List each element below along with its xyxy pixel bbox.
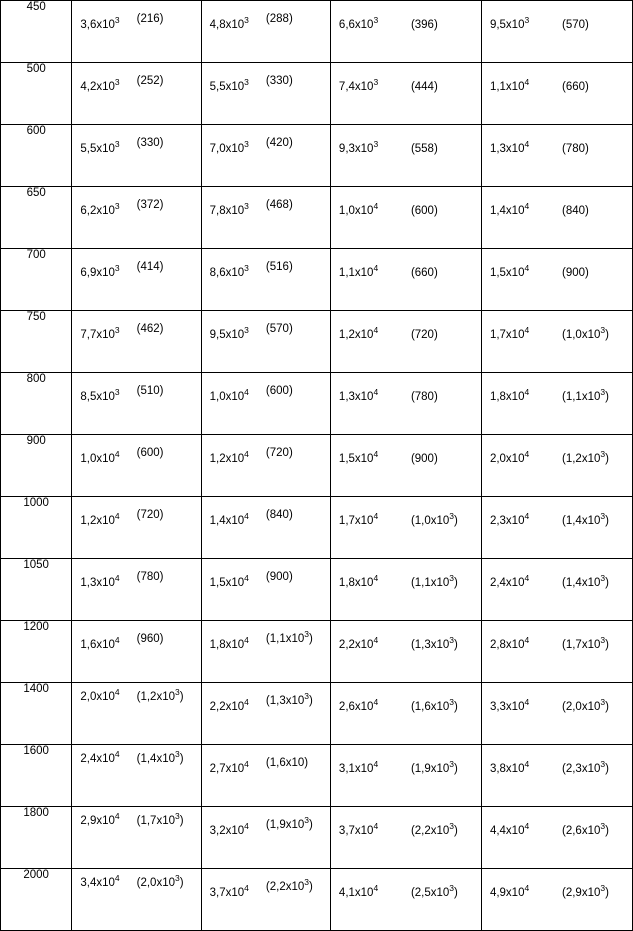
- data-cell: [481, 1, 632, 63]
- data-cell: [72, 683, 201, 745]
- data-cell: [201, 745, 330, 807]
- cell-paren-value: (252): [136, 75, 164, 87]
- cell-value-exponent: 4: [244, 573, 249, 584]
- cell-paren-exponent: 3: [600, 449, 606, 460]
- cell-paren-exponent: 3: [175, 873, 180, 884]
- cell-value: $6,2x10^3$: [80, 201, 120, 217]
- cell-value: $8,5x10^3$: [80, 387, 120, 403]
- cell-paren-value: (420): [265, 137, 293, 149]
- data-cell: [201, 311, 330, 373]
- cell-value-exponent: 4: [244, 883, 249, 894]
- cell-value: $1,2x10^4$: [209, 449, 249, 465]
- cell-value-exponent: 4: [524, 387, 530, 398]
- cell-value: $1,3x10^4$: [80, 573, 120, 589]
- cell-paren-exponent: 3: [600, 325, 606, 336]
- cell-value-exponent: 4: [244, 511, 249, 522]
- cell-value: $3,8x10^4$: [489, 759, 530, 775]
- cell-paren-value: $(1,0x10^3)$: [410, 511, 458, 527]
- cell-value-exponent: 4: [244, 635, 249, 646]
- cell-paren-exponent: 3: [600, 511, 606, 522]
- cell-value: $7,8x10^3$: [209, 201, 249, 217]
- cell-paren-value: (468): [265, 199, 293, 211]
- data-cell: [481, 497, 632, 559]
- cell-paren-exponent: 3: [449, 883, 455, 894]
- data-cell: [481, 559, 632, 621]
- data-cell: [481, 63, 632, 125]
- cell-value-exponent: 4: [244, 387, 249, 398]
- data-cell: [330, 125, 481, 187]
- data-cell: [330, 373, 481, 435]
- table-row: [1, 745, 633, 807]
- cell-value: $1,1x10^4$: [338, 263, 379, 279]
- cell-paren-value: (444): [410, 81, 438, 93]
- cell-value-exponent: 4: [524, 201, 530, 212]
- cell-paren-value: $(1,1x10^3)$: [410, 573, 458, 589]
- cell-value: $9,5x10^3$: [209, 325, 249, 341]
- table-row: [1, 559, 633, 621]
- cell-paren-value: (900): [562, 267, 589, 279]
- cell-paren-value: $(1,7x10^3)$: [136, 811, 184, 827]
- cell-value-exponent: 4: [114, 635, 120, 646]
- cell-paren-value: (840): [562, 205, 589, 217]
- cell-value: $3,6x10^3$: [80, 15, 120, 31]
- row-key-cell: 500: [1, 63, 72, 125]
- cell-paren-value: (462): [136, 323, 164, 335]
- data-cell: [481, 373, 632, 435]
- table-row: [1, 373, 633, 435]
- cell-paren-value: (570): [265, 323, 293, 335]
- cell-value-exponent: 4: [373, 821, 379, 832]
- cell-paren-exponent: 3: [600, 573, 606, 584]
- data-cell: [201, 1, 330, 63]
- data-cell: [201, 187, 330, 249]
- cell-paren-value: (600): [410, 205, 438, 217]
- data-cell: [330, 745, 481, 807]
- cell-paren-value: (720): [136, 509, 164, 521]
- cell-value-exponent: 3: [114, 263, 120, 274]
- cell-value: $4,1x10^4$: [338, 883, 379, 899]
- table-row: [1, 621, 633, 683]
- row-key-cell: 1800: [1, 807, 72, 869]
- cell-value: $4,9x10^4$: [489, 883, 530, 899]
- cell-paren-exponent: 3: [600, 635, 606, 646]
- cell-paren-value: (330): [136, 137, 164, 149]
- data-cell: [72, 869, 201, 931]
- table-row: [1, 187, 633, 249]
- cell-value-exponent: 3: [114, 387, 120, 398]
- row-key-cell: 450: [1, 1, 72, 63]
- cell-paren-value: $(1,1x10^3)$: [265, 629, 313, 645]
- cell-paren-exponent: 3: [175, 687, 180, 698]
- cell-value: $1,0x10^4$: [338, 201, 379, 217]
- cell-paren-exponent: 3: [449, 511, 455, 522]
- cell-value-exponent: 4: [244, 449, 249, 460]
- cell-paren-value: (840): [265, 509, 293, 521]
- cell-value-exponent: 4: [114, 449, 120, 460]
- data-cell: [201, 497, 330, 559]
- cell-paren-value: (780): [410, 391, 438, 403]
- cell-value: $2,6x10^4$: [338, 697, 379, 713]
- cell-value-exponent: 4: [373, 201, 379, 212]
- data-cell: [72, 1, 201, 63]
- cell-value: $2,2x10^4$: [209, 697, 249, 713]
- data-cell: [330, 1, 481, 63]
- cell-value: $1,0x10^4$: [209, 387, 249, 403]
- cell-value: $1,8x10^4$: [489, 387, 530, 403]
- cell-paren-value: (660): [562, 81, 589, 93]
- cell-value-exponent: 4: [524, 697, 530, 708]
- cell-value-exponent: 4: [114, 873, 120, 884]
- cell-paren-value: (516): [265, 261, 293, 273]
- cell-value: $1,3x10^4$: [338, 387, 379, 403]
- cell-paren-value: $(2,5x10^3)$: [410, 883, 458, 899]
- data-cell: [481, 311, 632, 373]
- cell-paren-value: $(1,1x10^3)$: [562, 387, 609, 403]
- cell-value-exponent: 4: [524, 883, 530, 894]
- data-cell: [481, 187, 632, 249]
- cell-value-exponent: 4: [524, 77, 530, 88]
- cell-paren-exponent: 3: [600, 387, 606, 398]
- cell-paren-exponent: 3: [175, 749, 180, 760]
- cell-value-exponent: 4: [524, 449, 530, 460]
- cell-paren-value: (372): [136, 199, 164, 211]
- cell-value-exponent: 3: [244, 139, 249, 150]
- cell-value-exponent: 3: [373, 15, 379, 26]
- cell-paren-value: $(2,9x10^3)$: [562, 883, 609, 899]
- cell-value-exponent: 4: [524, 511, 530, 522]
- cell-paren-value: $(1,3x10^3)$: [265, 691, 313, 707]
- data-cell: [481, 125, 632, 187]
- row-key-cell: 750: [1, 311, 72, 373]
- data-cell: [201, 559, 330, 621]
- cell-value-exponent: 4: [524, 635, 530, 646]
- cell-value: $2,4x10^4$: [489, 573, 530, 589]
- cell-value-exponent: 4: [373, 697, 379, 708]
- data-cell: [481, 435, 632, 497]
- table-row: [1, 869, 633, 931]
- row-key-cell: 600: [1, 125, 72, 187]
- row-key-cell: 1000: [1, 497, 72, 559]
- cell-value: $1,8x10^4$: [209, 635, 249, 651]
- cell-value-exponent: 4: [114, 811, 120, 822]
- cell-value: $2,0x10^4$: [489, 449, 530, 465]
- data-cell: [201, 683, 330, 745]
- data-cell: [72, 745, 201, 807]
- cell-paren-value: $(1,2x10^3)$: [136, 687, 184, 703]
- row-key-cell: 700: [1, 249, 72, 311]
- table-row: [1, 1, 633, 63]
- data-cell: [481, 807, 632, 869]
- data-cell: [330, 249, 481, 311]
- cell-value-exponent: 4: [114, 687, 120, 698]
- cell-value: $4,2x10^3$: [80, 77, 120, 93]
- data-cell: [72, 311, 201, 373]
- cell-value-exponent: 4: [373, 883, 379, 894]
- row-key-cell: 800: [1, 373, 72, 435]
- row-key-cell: 1050: [1, 559, 72, 621]
- cell-paren-value: (510): [136, 385, 164, 397]
- cell-value-exponent: 4: [373, 759, 379, 770]
- data-cell: [72, 249, 201, 311]
- cell-value: $2,2x10^4$: [338, 635, 379, 651]
- cell-value-exponent: 4: [114, 511, 120, 522]
- cell-value: $3,2x10^4$: [209, 821, 249, 837]
- data-cell: [72, 497, 201, 559]
- cell-paren-exponent: 3: [600, 759, 606, 770]
- cell-paren-value: $(1,4x10^3)$: [136, 749, 184, 765]
- cell-value-exponent: 4: [524, 821, 530, 832]
- cell-value: $1,8x10^4$: [338, 573, 379, 589]
- cell-value-exponent: 3: [244, 201, 249, 212]
- cell-value: $3,1x10^4$: [338, 759, 379, 775]
- cell-paren-exponent: 3: [304, 629, 310, 640]
- cell-value: $1,7x10^4$: [489, 325, 530, 341]
- cell-value: $1,2x10^4$: [80, 511, 120, 527]
- cell-paren-value: $(2,0x10^3)$: [136, 873, 184, 889]
- cell-value: $1,0x10^4$: [80, 449, 120, 465]
- cell-value-exponent: 3: [373, 77, 379, 88]
- cell-value: $2,8x10^4$: [489, 635, 530, 651]
- cell-paren-value: (960): [136, 633, 164, 645]
- cell-paren-exponent: 3: [449, 821, 455, 832]
- data-cell: [481, 745, 632, 807]
- cell-value: $2,9x10^4$: [80, 811, 120, 827]
- cell-value-exponent: 4: [373, 263, 379, 274]
- cell-value-exponent: 3: [373, 139, 379, 150]
- cell-paren-value: (216): [136, 13, 164, 25]
- cell-paren-value: $(1,9x10^3)$: [410, 759, 458, 775]
- cell-value: $8,6x10^3$: [209, 263, 249, 279]
- cell-paren-value: (330): [265, 75, 293, 87]
- cell-paren-value: (558): [410, 143, 438, 155]
- cell-value: $1,1x10^4$: [489, 77, 530, 93]
- row-key-cell: 1400: [1, 683, 72, 745]
- cell-value-exponent: 3: [244, 263, 249, 274]
- cell-paren-value: (600): [136, 447, 164, 459]
- cell-value: $2,0x10^4$: [80, 687, 120, 703]
- data-cell: [330, 807, 481, 869]
- table-body: [1, 1, 633, 931]
- data-cell: [201, 621, 330, 683]
- cell-value: $6,9x10^3$: [80, 263, 120, 279]
- cell-value: $2,4x10^4$: [80, 749, 120, 765]
- cell-paren-value: (288): [265, 13, 293, 25]
- cell-value-exponent: 3: [244, 77, 249, 88]
- cell-value: $3,7x10^4$: [209, 883, 249, 899]
- cell-value-exponent: 4: [244, 759, 249, 770]
- cell-paren-value: $(2,3x10^3)$: [562, 759, 609, 775]
- data-cell: [201, 249, 330, 311]
- cell-paren-value: $(1,0x10^3)$: [562, 325, 609, 341]
- data-cell: [481, 621, 632, 683]
- cell-value-exponent: 4: [524, 759, 530, 770]
- data-cell: [330, 187, 481, 249]
- cell-value-exponent: 3: [244, 15, 249, 26]
- cell-value: $1,6x10^4$: [80, 635, 120, 651]
- cell-value-exponent: 4: [373, 573, 379, 584]
- data-cell: [481, 869, 632, 931]
- data-cell: [201, 435, 330, 497]
- data-cell: [72, 807, 201, 869]
- cell-paren-value: $(1,4x10^3)$: [562, 573, 609, 589]
- cell-value-exponent: 4: [244, 821, 249, 832]
- data-cell: [201, 869, 330, 931]
- cell-paren-exponent: 3: [449, 759, 455, 770]
- cell-paren-value: (1,6x10): [265, 757, 309, 769]
- table-row: [1, 63, 633, 125]
- cell-value-exponent: 3: [244, 325, 249, 336]
- data-cell: [330, 683, 481, 745]
- data-cell: [201, 373, 330, 435]
- cell-value-exponent: 4: [524, 325, 530, 336]
- cell-value: $7,4x10^3$: [338, 77, 379, 93]
- cell-value-exponent: 4: [373, 325, 379, 336]
- cell-paren-value: (780): [562, 143, 589, 155]
- cell-value: $3,7x10^4$: [338, 821, 379, 837]
- cell-value: $2,7x10^4$: [209, 759, 249, 775]
- cell-paren-exponent: 3: [449, 635, 455, 646]
- cell-value: $9,3x10^3$: [338, 139, 379, 155]
- cell-paren-value: (660): [410, 267, 438, 279]
- cell-value: $6,6x10^3$: [338, 15, 379, 31]
- cell-paren-value: $(2,0x10^3)$: [562, 697, 609, 713]
- data-cell: [72, 63, 201, 125]
- cell-paren-value: $(2,2x10^3)$: [410, 821, 458, 837]
- data-cell: [330, 621, 481, 683]
- cell-value-exponent: 4: [373, 511, 379, 522]
- row-key-cell: 650: [1, 187, 72, 249]
- cell-value-exponent: 4: [114, 749, 120, 760]
- data-cell: [481, 249, 632, 311]
- cell-value: $1,2x10^4$: [338, 325, 379, 341]
- cell-value: $1,4x10^4$: [209, 511, 249, 527]
- cell-value-exponent: 4: [373, 387, 379, 398]
- cell-paren-value: $(1,6x10^3)$: [410, 697, 458, 713]
- cell-value-exponent: 3: [114, 139, 120, 150]
- data-cell: [72, 187, 201, 249]
- cell-value: $1,5x10^4$: [209, 573, 249, 589]
- cell-paren-value: $(1,2x10^3)$: [562, 449, 609, 465]
- table-row: [1, 125, 633, 187]
- cell-paren-exponent: 3: [304, 815, 310, 826]
- data-cell: [201, 807, 330, 869]
- cell-value-exponent: 3: [114, 201, 120, 212]
- cell-paren-value: (900): [410, 453, 438, 465]
- data-cell: [72, 435, 201, 497]
- cell-paren-exponent: 3: [600, 883, 606, 894]
- cell-paren-exponent: 3: [175, 811, 180, 822]
- data-cell: [330, 311, 481, 373]
- cell-paren-value: (570): [562, 19, 589, 31]
- table-row: [1, 435, 633, 497]
- table-row: [1, 683, 633, 745]
- data-cell: [330, 497, 481, 559]
- data-cell: [330, 869, 481, 931]
- cell-value-exponent: 3: [524, 15, 530, 26]
- cell-value-exponent: 4: [373, 635, 379, 646]
- cell-paren-value: $(2,2x10^3)$: [265, 877, 313, 893]
- data-cell: [201, 63, 330, 125]
- data-cell: [330, 435, 481, 497]
- cell-paren-value: (396): [410, 19, 438, 31]
- data-cell: [330, 63, 481, 125]
- table-row: [1, 807, 633, 869]
- cell-paren-exponent: 3: [304, 877, 310, 888]
- data-cell: [72, 373, 201, 435]
- cell-value: $1,7x10^4$: [338, 511, 379, 527]
- data-cell: [481, 683, 632, 745]
- cell-value: $3,3x10^4$: [489, 697, 530, 713]
- cell-value: $3,4x10^4$: [80, 873, 120, 889]
- cell-paren-value: (780): [136, 571, 164, 583]
- cell-value: $1,4x10^4$: [489, 201, 530, 217]
- data-cell: [330, 559, 481, 621]
- cell-value: $4,4x10^4$: [489, 821, 530, 837]
- cell-paren-value: (720): [410, 329, 438, 341]
- table-row: [1, 249, 633, 311]
- cell-value: $9,5x10^3$: [489, 15, 530, 31]
- table-row: [1, 497, 633, 559]
- cell-paren-value: $(1,4x10^3)$: [562, 511, 609, 527]
- row-key-cell: 1200: [1, 621, 72, 683]
- cell-paren-value: (720): [265, 447, 293, 459]
- cell-paren-value: (414): [136, 261, 164, 273]
- cell-value: $5,5x10^3$: [209, 77, 249, 93]
- cell-value-exponent: 4: [114, 573, 120, 584]
- cell-paren-value: (900): [265, 571, 293, 583]
- row-key-cell: 2000: [1, 869, 72, 931]
- cell-value: $1,5x10^4$: [489, 263, 530, 279]
- table-row: [1, 311, 633, 373]
- cell-value-exponent: 4: [524, 573, 530, 584]
- cell-paren-exponent: 3: [600, 821, 606, 832]
- cell-value: $4,8x10^3$: [209, 15, 249, 31]
- data-cell: [72, 125, 201, 187]
- cell-value: $7,7x10^3$: [80, 325, 120, 341]
- row-key-cell: 1600: [1, 745, 72, 807]
- row-key-cell: 900: [1, 435, 72, 497]
- cell-paren-value: $(2,6x10^3)$: [562, 821, 609, 837]
- cell-value-exponent: 4: [373, 449, 379, 460]
- cell-value: $7,0x10^3$: [209, 139, 249, 155]
- cell-value: $1,3x10^4$: [489, 139, 530, 155]
- cell-paren-value: $(1,3x10^3)$: [410, 635, 458, 651]
- cell-paren-value: $(1,9x10^3)$: [265, 815, 313, 831]
- cell-paren-exponent: 3: [449, 697, 455, 708]
- cell-value-exponent: 4: [244, 697, 249, 708]
- cell-paren-exponent: 3: [600, 697, 606, 708]
- cell-paren-value: (600): [265, 385, 293, 397]
- cell-paren-value: $(1,7x10^3)$: [562, 635, 609, 651]
- cell-value-exponent: 4: [524, 139, 530, 150]
- cell-value-exponent: 3: [114, 77, 120, 88]
- data-cell: [72, 559, 201, 621]
- cell-value: $2,3x10^4$: [489, 511, 530, 527]
- data-cell: [72, 621, 201, 683]
- data-cell: [201, 125, 330, 187]
- cell-paren-exponent: 3: [304, 691, 310, 702]
- cell-value-exponent: 3: [114, 15, 120, 26]
- cell-paren-exponent: 3: [449, 573, 455, 584]
- cell-value: $1,5x10^4$: [338, 449, 379, 465]
- cell-value-exponent: 3: [114, 325, 120, 336]
- cell-value-exponent: 4: [524, 263, 530, 274]
- cell-value: $5,5x10^3$: [80, 139, 120, 155]
